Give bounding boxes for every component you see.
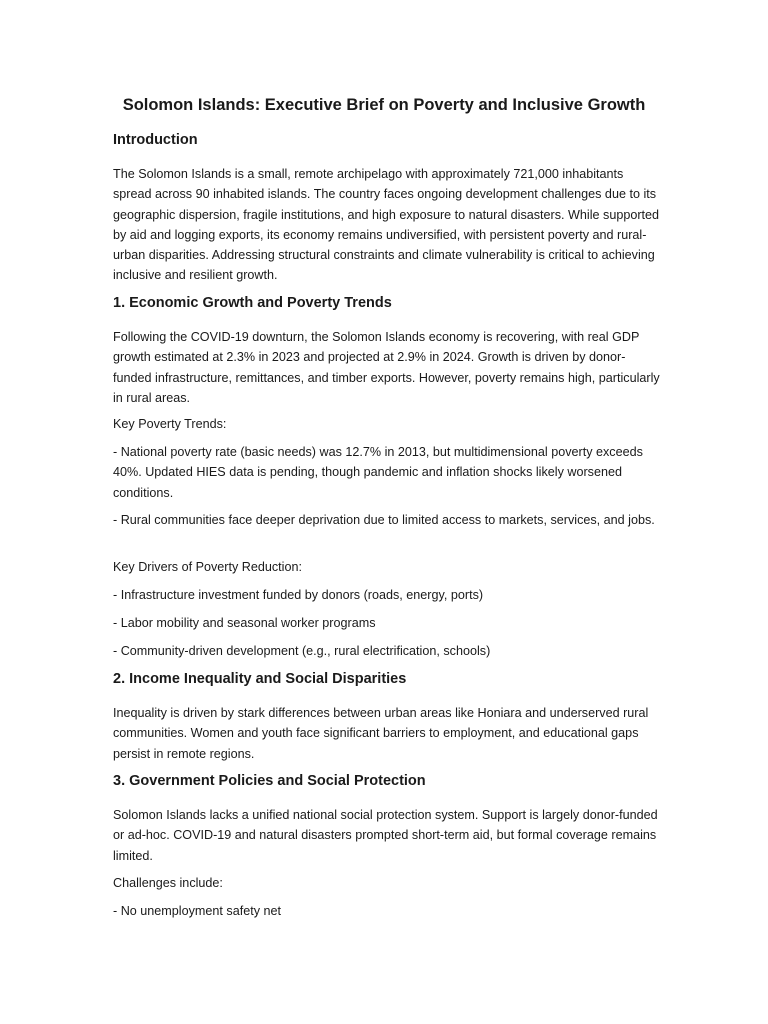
economic-growth-paragraph: Following the COVID-19 downturn, the Solomon Islands economy is recovering, with real GDP growth estimated at 2.3% in 2023 and projected at 2.9% in 2024. Growth is driven by donor-funded infrastructure, remittances, and timber exports. However, poverty remains high, particularly in rural areas. [113, 330, 660, 405]
key-drivers-label: Key Drivers of Poverty Reduction: [113, 560, 302, 574]
key-poverty-trends-label: Key Poverty Trends: [113, 417, 227, 431]
poverty-driver-item: - Labor mobility and seasonal worker programs [113, 616, 376, 630]
poverty-trend-item: - Rural communities face deeper deprivation due to limited access to markets, services, and jobs. [113, 513, 655, 527]
poverty-trend-item: - National poverty rate (basic needs) was 12.7% in 2013, but multidimensional poverty exceeds 40%. Updated HIES data is pending, though pandemic and inflation shocks likely worsened conditions. [113, 445, 643, 500]
challenge-item: - No unemployment safety net [113, 904, 281, 918]
section-heading-introduction: Introduction [113, 132, 198, 148]
section-heading-economic-growth: 1. Economic Growth and Poverty Trends [113, 295, 392, 311]
poverty-driver-item: - Infrastructure investment funded by donors (roads, energy, ports) [113, 588, 484, 602]
section-heading-government-policies: 3. Government Policies and Social Protection [113, 773, 426, 789]
document-title: Solomon Islands: Executive Brief on Poverty and Inclusive Growth [122, 96, 646, 114]
government-policies-paragraph: Solomon Islands lacks a unified national social protection system. Support is largely donor-funded or ad-hoc. COVID-19 and natural disasters prompted short-term aid, but formal coverage remains limited. [113, 808, 658, 863]
section-heading-income-inequality: 2. Income Inequality and Social Disparities [113, 671, 407, 687]
poverty-driver-item: - Community-driven development (e.g., rural electrification, schools) [113, 644, 491, 658]
challenges-label: Challenges include: [113, 876, 223, 890]
income-inequality-paragraph: Inequality is driven by stark differences between urban areas like Honiara and underserved rural communities. Women and youth face significant barriers to employment, and educational gaps persist in remote regions. [113, 706, 649, 761]
introduction-paragraph: The Solomon Islands is a small, remote archipelago with approximately 721,000 inhabitants spread across 90 inhabited islands. The country faces ongoing development challenges due to its geographic dispersion, fragile institutions, and high exposure to natural disasters. While supported by aid and logging exports, its economy remains undiversified, with persistent poverty and rural-urban disparities. Addressing structural constraints and climate vulnerability is critical to achieving inclusive and resilient growth. [113, 167, 660, 283]
